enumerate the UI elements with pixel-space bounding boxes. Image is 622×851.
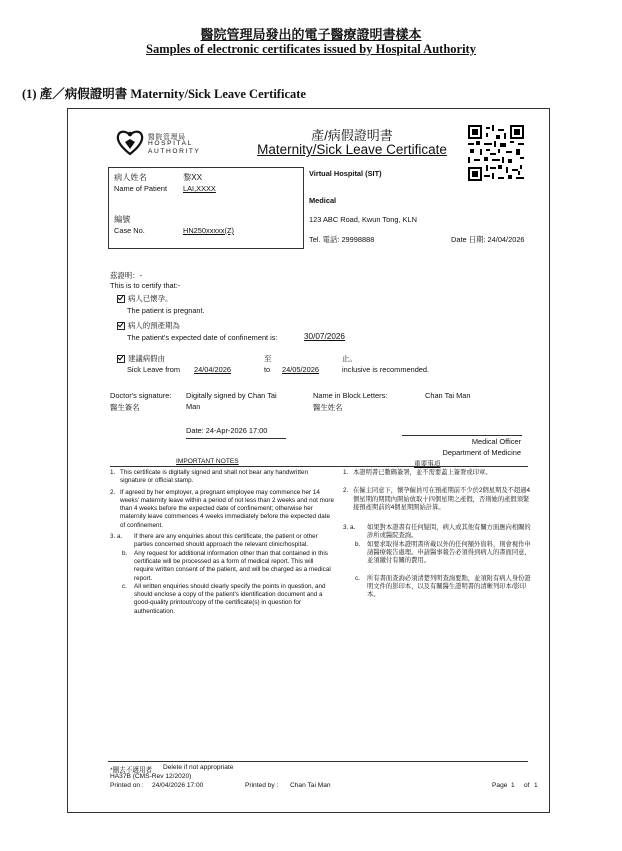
- officer-signature-line: [402, 435, 522, 436]
- doctor-signature-label-cn: 醫生簽名: [110, 403, 140, 412]
- block-letters-label-cn: 醫生姓名: [313, 403, 343, 412]
- logo-text-cn: 醫院管理局: [148, 134, 186, 141]
- notes-divider: [110, 466, 528, 467]
- note-en-3b: b. Any request for additional information other than that contained in this certificate will be processed as a form of medical report. This will require written consent of the patient, and will be charged as a medical report.: [122, 549, 331, 582]
- page-title-cn: 醫院管理局發出的電子醫療證明書樣本: [200, 27, 422, 42]
- section-title: (1) 產／病假證明書 Maternity/Sick Leave Certificate: [22, 87, 306, 101]
- signature-date: Date: 24-Apr-2026 17:00: [186, 426, 268, 435]
- logo-text-en-2: AUTHORITY: [148, 148, 201, 155]
- notes-cn: [343, 469, 533, 600]
- printed-on-value: 24/04/2026 17:00: [152, 782, 204, 789]
- sick-leave-label-en: Sick Leave from: [127, 365, 180, 374]
- issue-date: Date 日期: 24/04/2026: [451, 235, 525, 244]
- note-cn-3b: b. 如要求取得本證明書所載以外的任何額外資料，則會視作申請醫療報告處理。申請醫事報告必須得到病人的書面同意，並須繳付有關的費用。: [355, 540, 531, 565]
- confinement-label-en: The patient's expected date of confinement is:: [127, 333, 278, 342]
- confinement-date: 30/07/2026: [304, 332, 345, 341]
- printed-by-value: Chan Tai Man: [290, 782, 331, 789]
- leave-inclusive-text: inclusive is recommended.: [342, 365, 430, 374]
- patient-name-label-cn: 病人姓名: [114, 173, 147, 182]
- leave-end-cn: 止。: [342, 354, 357, 363]
- certify-label-en: This is to certify that:-: [110, 281, 181, 290]
- case-no: HN250xxxxx(Z): [183, 226, 234, 235]
- printed-by-label: Printed by :: [245, 782, 279, 789]
- certificate-title-cn: 產/病假證明書: [311, 128, 393, 143]
- confinement-checkbox: [117, 322, 125, 330]
- sick-leave-checkbox: [117, 355, 125, 363]
- pregnant-line-en: The patient is pregnant.: [127, 306, 205, 315]
- note-en-2: 2. If agreed by her employer, a pregnant employee may commence her 14 weeks' maternity leave within a period of not less than 2 weeks and not more than 4 weeks before the expected date of confinement; otherwise her maternity leave commences 4 weeks immediately before the expected date of confinement.: [110, 488, 335, 529]
- block-letters-label-en: Name in Block Letters:: [313, 391, 388, 400]
- case-no-label-en: Case No.: [114, 226, 145, 235]
- note-cn-3a: 3. a. 如果對本證書有任何疑問，病人或其他有關方面應向相關的診所或醫院查詢。: [343, 524, 531, 540]
- logo-text-en-1: HOSPITAL: [148, 140, 193, 147]
- hospital-authority-logo-icon: [115, 127, 145, 157]
- printed-on-label: Printed on :: [110, 782, 144, 789]
- doctor-name: Chan Tai Man: [425, 391, 471, 400]
- hospital-name: Virtual Hospital (SIT): [309, 169, 382, 178]
- department-title: Department of Medicine: [442, 448, 521, 457]
- of-label: of: [524, 782, 530, 789]
- important-notes-heading-en: IMPORTANT NOTES: [176, 458, 239, 465]
- patient-name-cn: 黎XX: [183, 173, 203, 182]
- page-label: Page: [492, 782, 508, 789]
- note-cn-1: 1. 本證明書已數碼簽署，並不需要蓋上簽署或印章。: [343, 469, 492, 476]
- certify-label-cn: 茲證明：-: [110, 271, 143, 280]
- note-en-3a: 3. a. If there are any enquiries about this certificate, the patient or other parties concerned should approach the relevant clinic/hospital.: [110, 533, 318, 549]
- medical-officer-title: Medical Officer: [471, 437, 521, 446]
- leave-from-date: 24/04/2026: [194, 365, 231, 374]
- footer-delete-note-cn: *刪去不適用者: [110, 767, 153, 774]
- patient-info-box: [108, 167, 304, 249]
- note-cn-3c: c. 所有書面查詢必須清楚列明查詢要點，並須附有病人身份證明文件的影印本，以及有關醫生證明書的清晰列印本/影印本。: [355, 574, 531, 599]
- signature-date-underline: [186, 438, 286, 439]
- page-title-en: Samples of electronic certificates issued by Hospital Authority: [146, 42, 476, 56]
- important-notes-heading-cn: 重要事項: [414, 461, 441, 468]
- leave-to-label: to: [264, 365, 271, 374]
- note-cn-2: 2. 在僱主同意下，懷孕僱員可在預產期前不少於2個星期及不超過4個星期的期間內開始放取十四個星期之產假，否則她的產假須緊接預產期前的4個星期開始計算。: [343, 487, 531, 511]
- department: Medical: [309, 196, 337, 205]
- patient-name-label-en: Name of Patient: [114, 184, 167, 193]
- certificate: [67, 108, 550, 813]
- digital-signature-line1: Digitally signed by Chan Tai: [186, 391, 277, 400]
- leave-to-cn: 至: [264, 354, 272, 363]
- hospital-tel: Tel. 電話: 29998888: [309, 235, 375, 244]
- footer-delete-note-en: Delete if not appropriate: [163, 764, 234, 771]
- note-en-3c: c. All written enquiries should clearly specify the points in question, and should enclose a copy of the patient's identification document and a good-quality printout/copy of the certificate(s) in question for authentication.: [122, 582, 326, 615]
- footer-divider: [108, 761, 528, 762]
- page-number: 1: [511, 782, 515, 789]
- hospital-address: 123 ABC Road, Kwun Tong, KLN: [309, 215, 417, 224]
- leave-until-date: 24/05/2026: [282, 365, 319, 374]
- page-total: 1: [534, 782, 538, 789]
- qr-code-icon: [468, 125, 524, 181]
- confinement-line-cn: 病人的預產期為: [117, 320, 180, 331]
- doctor-signature-label-en: Doctor's signature:: [110, 391, 172, 400]
- digital-signature-line2: Man: [186, 402, 201, 411]
- pregnant-line-cn: 病人已懷孕。: [117, 293, 172, 304]
- form-number: HA37B (CMS-Rev 12/2020): [110, 773, 192, 780]
- notes-en: [110, 469, 334, 616]
- case-no-label-cn: 編號: [114, 215, 131, 224]
- sick-leave-line-cn: 建議病假由: [117, 353, 165, 364]
- pregnant-checkbox: [117, 295, 125, 303]
- patient-name-en: LAI,XXXX: [183, 184, 216, 193]
- note-en-1: 1. This certificate is digitally signed and shall not bear any handwritten signature or official stamp.: [110, 469, 308, 485]
- certificate-title-en: Maternity/Sick Leave Certificate: [257, 142, 447, 157]
